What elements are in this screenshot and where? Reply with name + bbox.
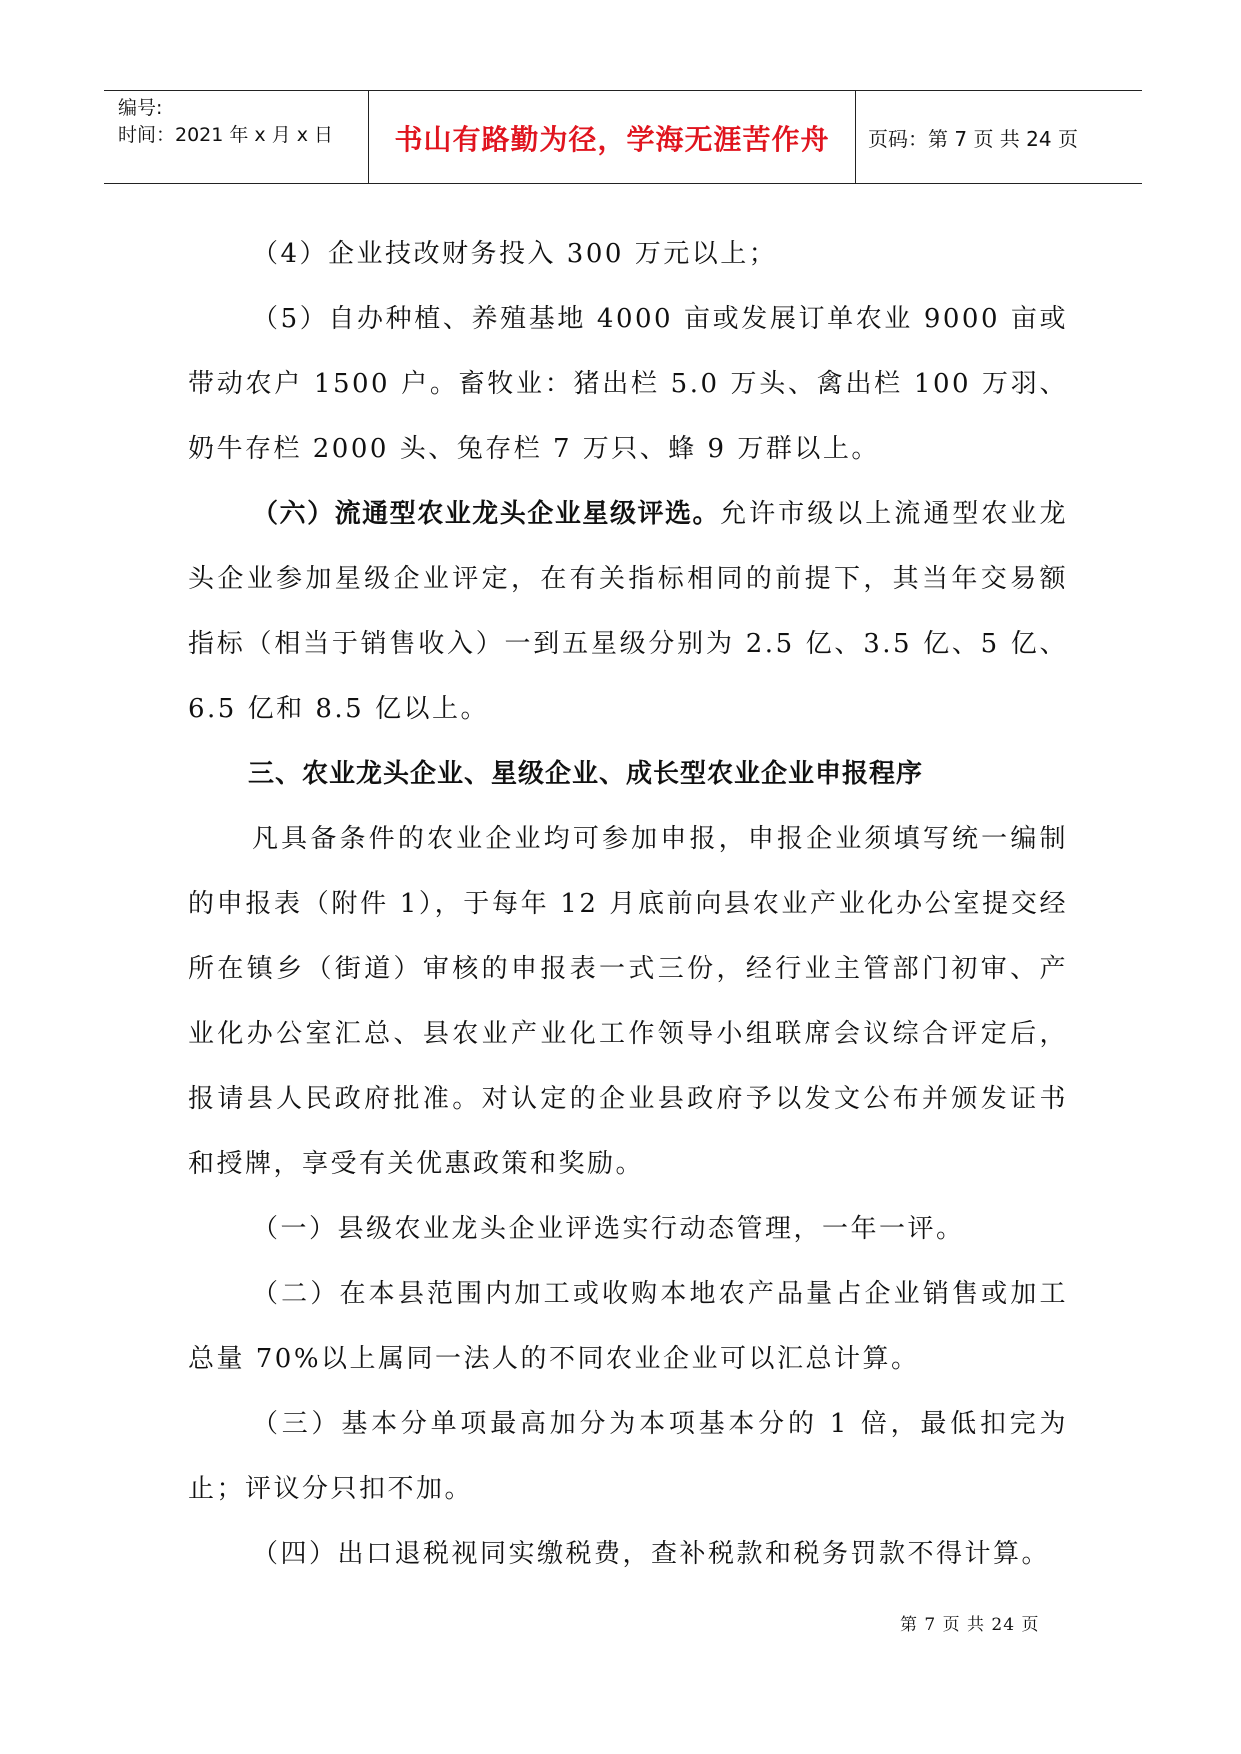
paragraph-circulation-title: （六）流通型农业龙头企业星级评选。 (252, 499, 721, 529)
document-time-label: 时间：2021 年 x 月 x 日 (118, 124, 334, 146)
document-body (188, 222, 1068, 1587)
paragraph-circulation-rating (188, 482, 1068, 742)
paragraph-aggregate-calculation: （二）在本县范围内加工或收购本地农产品量占企业销售或加工总量 70%以上属同一法人的不同农业企业可以汇总计算。 (188, 1279, 1068, 1374)
paragraph-export-tax: （四）出口退税视同实缴税费，查补税款和税务罚款不得计算。 (252, 1539, 1051, 1569)
paragraph-application-procedure: 凡具备条件的农业企业均可参加申报，申报企业须填写统一编制的申报表（附件 1），于每年 12 月底前向县农业产业化办公室提交经所在镇乡（街道）审核的申报表一式三份，经行业主管部门初审、产业化办公室汇总、县农业产业化工作领导小组联席会议综合评定后，报请县人民政府批准。对认定的企业县政府予以发文公布并颁发证书和授牌，享受有关优惠政策和奖励。 (188, 824, 1068, 1179)
header-motto-cell (369, 91, 856, 183)
paragraph-dynamic-management: （一）县级农业龙头企业评选实行动态管理，一年一评。 (252, 1214, 965, 1244)
section-heading: 三、农业龙头企业、星级企业、成长型农业企业申报程序 (248, 759, 924, 789)
header-page-cell (856, 91, 1142, 183)
document-number-label: 编号: (118, 97, 163, 119)
header-page-label: 页码：第 7 页 共 24 页 (868, 126, 1078, 151)
header-info-cell (104, 91, 369, 183)
paragraph-circulation-text: 允许市级以上流通型农业龙头企业参加星级企业评定，在有关指标相同的前提下，其当年交易额指标（相当于销售收入）一到五星级分别为 2.5 亿、3.5 亿、5 亿、6.5 亿和 8.5 亿以上。 (188, 499, 1068, 724)
paragraph-item-4: （4）企业技改财务投入 300 万元以上； (252, 239, 778, 269)
paragraph-item-5: （5）自办种植、养殖基地 4000 亩或发展订单农业 9000 亩或带动农户 1500 户。畜牧业：猪出栏 5.0 万头、禽出栏 100 万羽、奶牛存栏 2000 头、兔存栏 7 万只、蜂 9 万群以上。 (188, 304, 1068, 464)
paragraph-bonus-points: （三）基本分单项最高加分为本项基本分的 1 倍，最低扣完为止；评议分只扣不加。 (188, 1409, 1068, 1504)
page-footer: 第 7 页 共 24 页 (900, 1615, 1040, 1635)
document-header (104, 90, 1142, 184)
header-motto: 书山有路勤为径，学海无涯苦作舟 (394, 123, 830, 156)
